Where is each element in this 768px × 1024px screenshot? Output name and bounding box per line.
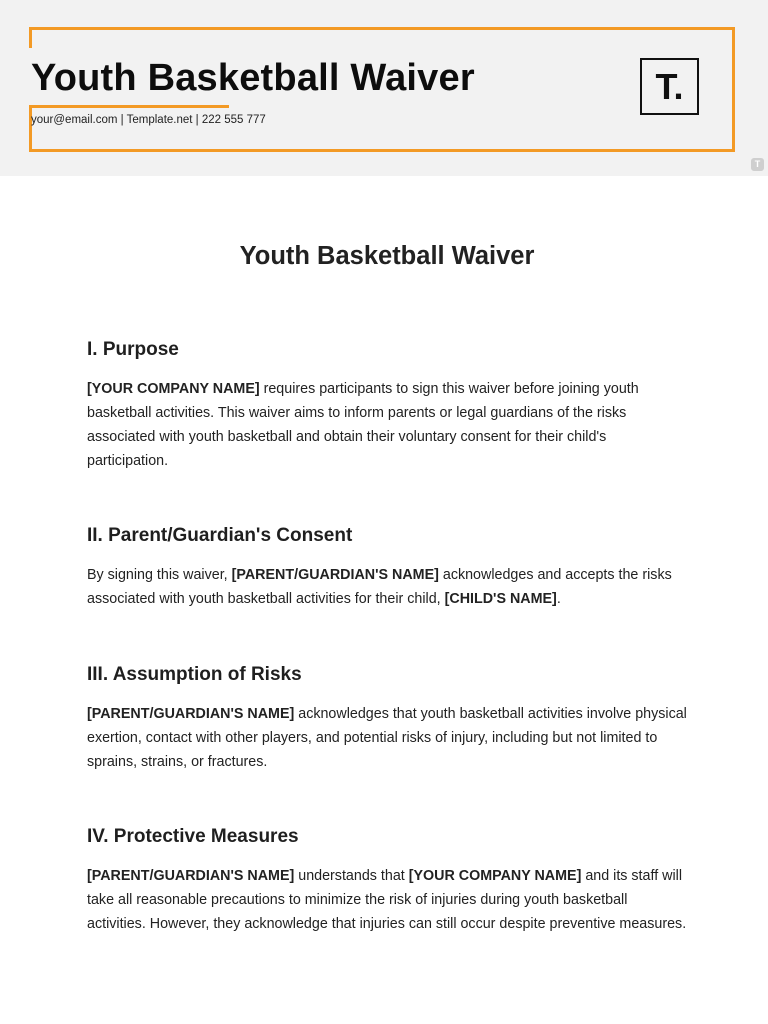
section-protective-measures xyxy=(87,826,687,936)
section-heading: I. Purpose xyxy=(87,339,179,360)
placeholder-field: [CHILD'S NAME] xyxy=(444,591,557,607)
section-heading: II. Parent/Guardian's Consent xyxy=(87,525,353,546)
header-contact: your@email.com | Template.net | 222 555 777 xyxy=(31,114,266,126)
template-logo: T. xyxy=(640,58,699,115)
placeholder-field: [YOUR COMPANY NAME] xyxy=(408,868,582,884)
document-header xyxy=(0,0,768,176)
section-consent xyxy=(87,525,687,611)
section-body: [YOUR COMPANY NAME] requires participants to sign this waiver before joining youth basketball activities. This waiver aims to inform parents or legal guardians of the risks associated with youth basketball and obtain their voluntary consent for their child's participation. xyxy=(87,381,639,469)
section-purpose xyxy=(87,339,687,473)
section-heading: III. Assumption of Risks xyxy=(87,664,302,685)
title-underline xyxy=(29,105,229,108)
document-title: Youth Basketball Waiver xyxy=(239,242,535,270)
header-title: Youth Basketball Waiver xyxy=(31,57,475,99)
placeholder-field: [PARENT/GUARDIAN'S NAME] xyxy=(87,706,295,722)
placeholder-field: [PARENT/GUARDIAN'S NAME] xyxy=(231,567,439,583)
section-body: By signing this waiver, [PARENT/GUARDIAN'S NAME] acknowledges and accepts the risks associated with youth basketball activities for their child, [CHILD'S NAME]. xyxy=(87,567,672,607)
section-assumption-of-risks xyxy=(87,664,687,774)
section-heading: IV. Protective Measures xyxy=(87,826,299,847)
placeholder-field: [YOUR COMPANY NAME] xyxy=(87,381,260,397)
template-watermark-icon: T xyxy=(751,158,764,171)
section-body: [PARENT/GUARDIAN'S NAME] acknowledges that youth basketball activities involve physical exertion, contact with other players, and potential risks of injury, including but not limited to sprains, strains, or fractures. xyxy=(87,706,687,770)
placeholder-field: [PARENT/GUARDIAN'S NAME] xyxy=(87,868,295,884)
section-body: [PARENT/GUARDIAN'S NAME] understands that [YOUR COMPANY NAME] and its staff will take all reasonable precautions to minimize the risk of injuries during youth basketball activities. However, they acknowledge that injuries can still occur despite preventive measures. xyxy=(87,868,687,932)
